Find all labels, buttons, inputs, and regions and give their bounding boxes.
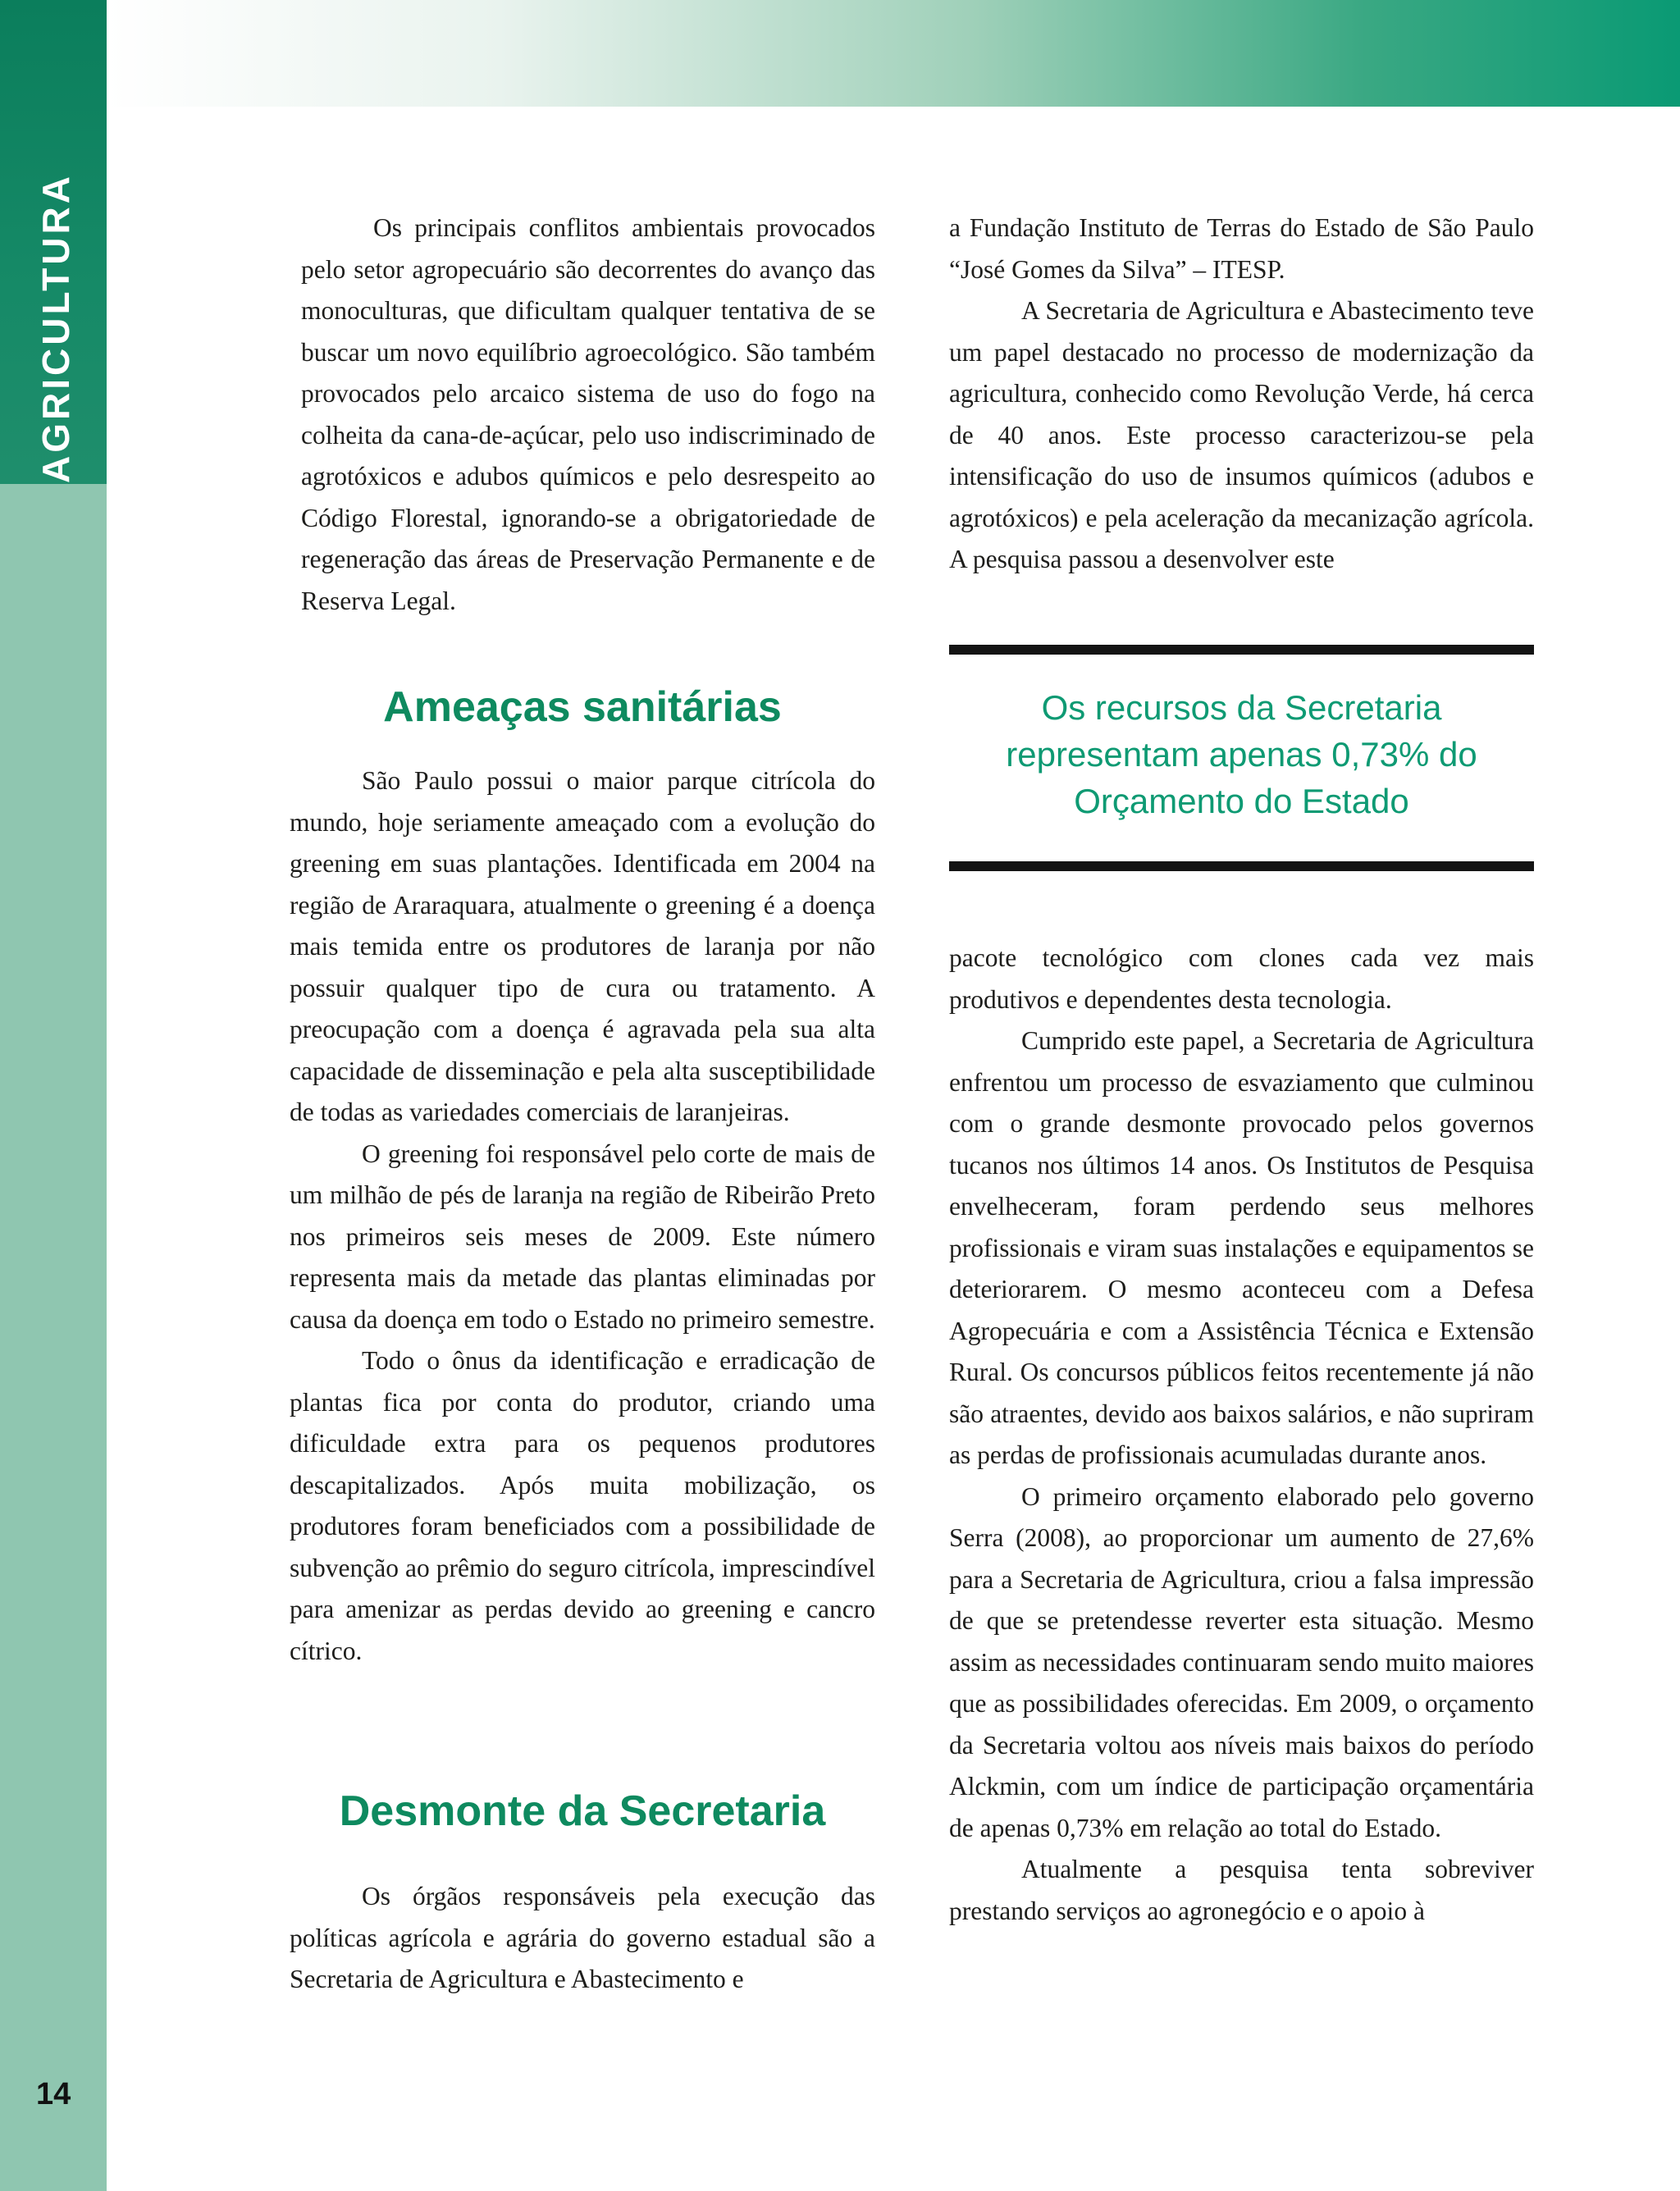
paragraph: a Fundação Instituto de Terras do Estado de São Paulo “José Gomes da Silva” – ITESP. [949, 213, 1534, 284]
paragraph: Os principais conflitos ambientais provocados pelo setor agropecuário são decorrentes do avanço das monoculturas, que dificultam qualquer tentativa de se buscar um novo equilíbrio agroecológico. São também provocados pelo arcaico sistema de uso do fogo na colheita da cana-de-açúcar, pelo uso indiscriminado de agrotóxicos e adubos químicos e pelo desrespeito ao Código Florestal, ignorando-se a obrigatoriedade de regeneração das áreas de Preservação Permanente e de Reserva Legal. [301, 213, 875, 615]
page-number: 14 [36, 2077, 71, 2111]
callout-rule-bottom [949, 861, 1534, 871]
column-1-desmonte [290, 1876, 875, 2001]
paragraph: O primeiro orçamento elaborado pelo governo Serra (2008), ao proporcionar um aumento de 27,6% para a Secretaria de Agricultura, criou a falsa impressão de que se pretendesse reverter esta situação. Mesmo assim as necessidades continuaram sendo muito maiores que as possibilidades oferecidas. Em 2009, o orçamento da Secretaria voltou aos níveis mais baixos do período Alckmin, com um índice de participação orçamentária de apenas 0,73% em relação ao total do Estado. [949, 1481, 1534, 1842]
paragraph: Todo o ônus da identificação e erradicação de plantas fica por conta do produtor, criando uma dificuldade extra para os pequenos produtores descapitalizados. Após muita mobilização, os produtores foram beneficiados com a possibilidade de subvenção ao prêmio do seguro citrícola, imprescindível para amenizar as perdas devido ao greening e cancro cítrico. [290, 1346, 875, 1665]
paragraph: pacote tecnológico com clones cada vez mais produtivos e dependentes desta tecnologia. [949, 943, 1534, 1014]
paragraph: Atualmente a pesquisa tenta sobreviver prestando serviços ao agronegócio e o apoio à [949, 1855, 1534, 1925]
pull-quote: Os recursos da Secretaria representam apenas 0,73% do Orçamento do Estado [1006, 688, 1477, 820]
heading-ameacas-sanitarias: Ameaças sanitárias [383, 683, 782, 731]
heading-desmonte-da-secretaria: Desmonte da Secretaria [339, 1787, 826, 1835]
paragraph: O greening foi responsável pelo corte de mais de um milhão de pés de laranja na região de Ribeirão Preto nos primeiros seis meses de 2009. Este número representa mais da metade das plantas eliminadas por causa da doença em todo o Estado no primeiro semestre. [290, 1139, 875, 1334]
column-1-intro [301, 208, 875, 622]
column-2-top [949, 208, 1534, 581]
paragraph: São Paulo possui o maior parque citrícola do mundo, hoje seriamente ameaçado com a evolução do greening em suas plantações. Identificada em 2004 na região de Araraquara, atualmente o greening é a doença mais temida entre os produtores de laranja por não possuir qualquer tipo de cura ou tratamento. A preocupação com a doença é agravada pela sua alta capacidade de disseminação e pela alta susceptibilidade de todas as variedades comerciais de laranjeiras. [290, 766, 875, 1126]
paragraph: Os órgãos responsáveis pela execução das políticas agrícola e agrária do governo estadual são a Secretaria de Agricultura e Abastecimento e [290, 1882, 875, 1993]
paragraph: Cumprido este papel, a Secretaria de Agricultura enfrentou um processo de esvaziamento que culminou com o grande desmonte provocado pelos governos tucanos nos últimos 14 anos. Os Institutos de Pesquisa envelheceram, foram perdendo seus melhores profissionais e viram suas instalações e equipamentos se deteriorarem. O mesmo aconteceu com a Defesa Agropecuária e com a Assistência Técnica e Extensão Rural. Os concursos públicos feitos recentemente já não são atraentes, devido aos baixos salários, e não supriram as perdas de profissionais acumuladas durante anos. [949, 1026, 1534, 1469]
section-label [27, 173, 84, 483]
paragraph: A Secretaria de Agricultura e Abastecimento teve um papel destacado no processo de modernização da agricultura, conhecido como Revolução Verde, há cerca de 40 anos. Este processo caracterizou-se pela intensificação do uso de insumos químicos (adubos e agrotóxicos) e pela aceleração da mecanização agrícola. A pesquisa passou a desenvolver este [949, 296, 1534, 573]
callout-rule-top [949, 645, 1534, 655]
header-gradient-bar [107, 0, 1680, 107]
column-1-ameacas [290, 760, 875, 1672]
section-label-text: AGRICULTURA [34, 173, 78, 483]
column-2-bottom [949, 938, 1534, 1932]
side-bar [0, 0, 107, 2191]
